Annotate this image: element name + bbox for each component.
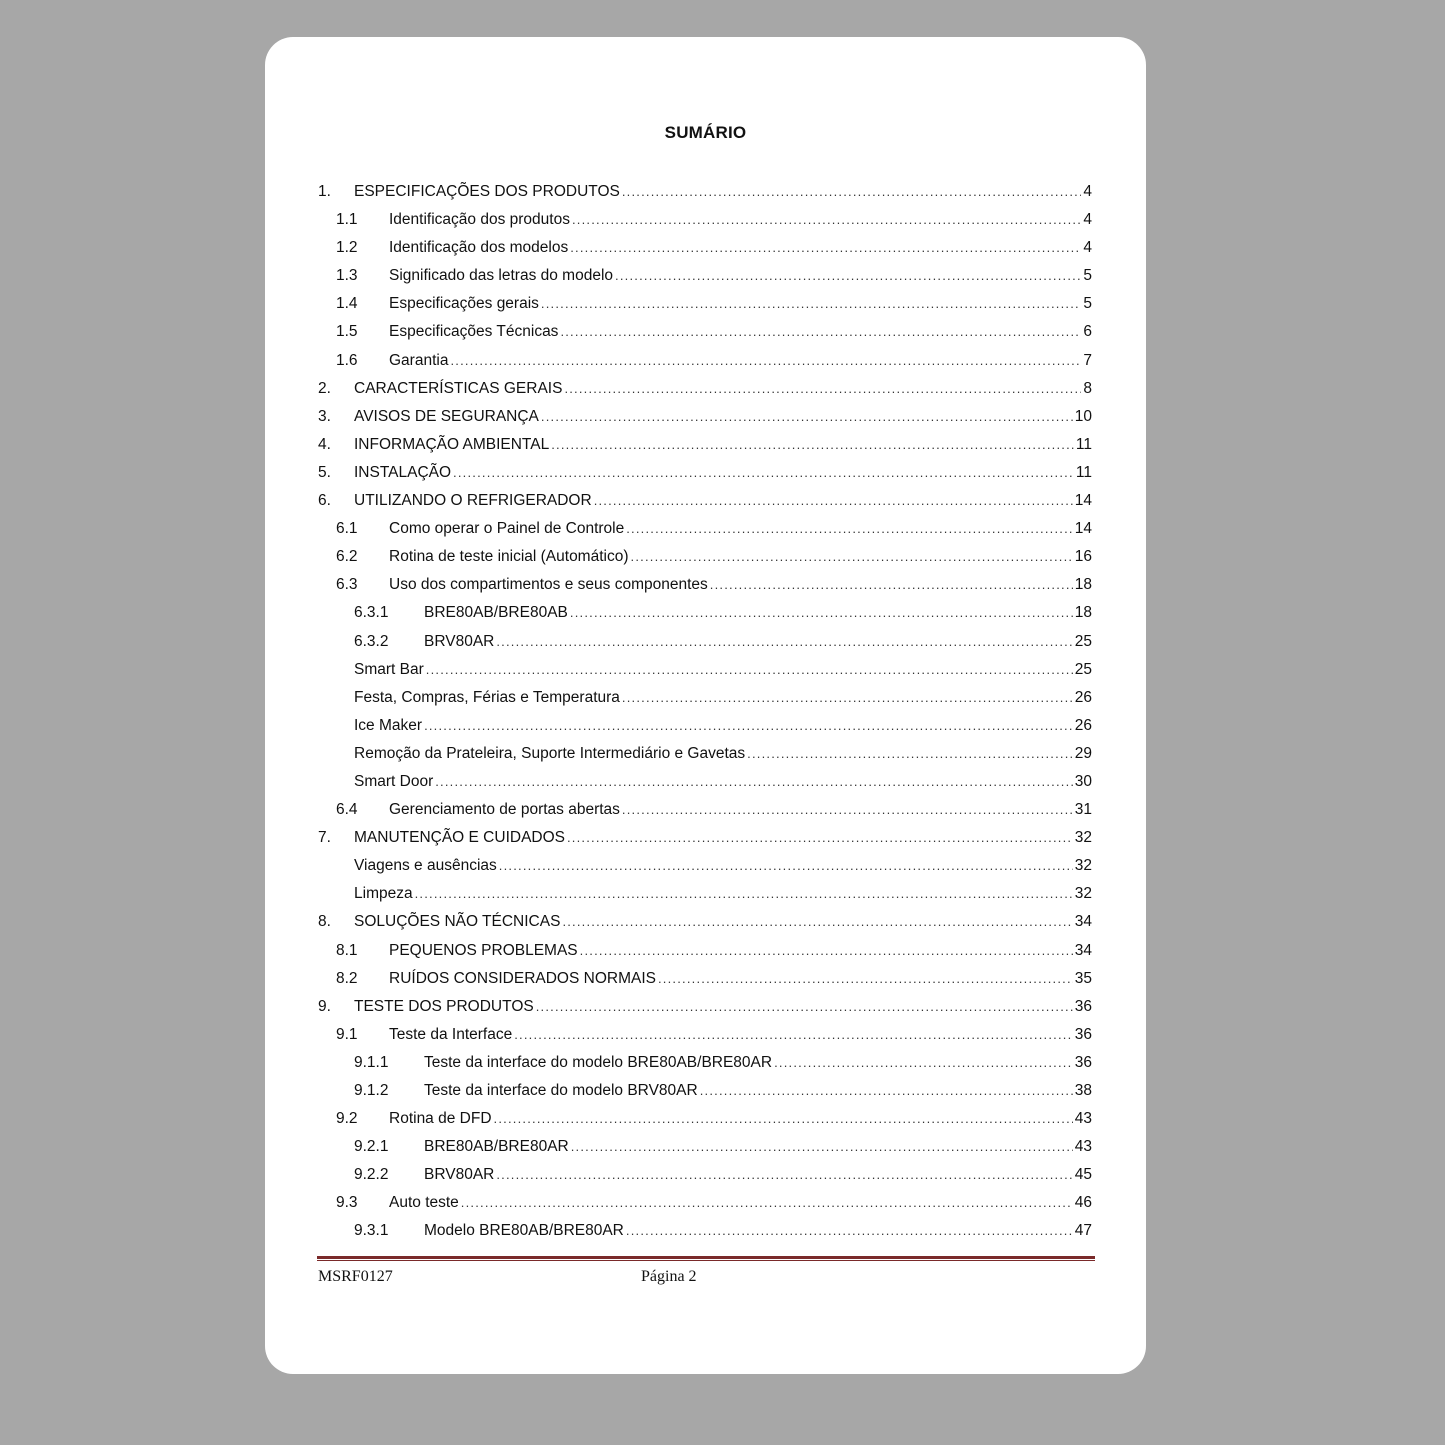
toc-entry[interactable]	[318, 177, 1092, 205]
toc-entry-page: 4	[1083, 239, 1092, 257]
toc-entry-line	[424, 1138, 1092, 1156]
toc-entry-line	[389, 239, 1092, 257]
table-of-contents	[318, 177, 1092, 1245]
toc-dot-leader	[450, 353, 1081, 368]
toc-entry-title: BRE80AB/BRE80AR	[424, 1138, 569, 1156]
toc-entry-line	[424, 1054, 1092, 1072]
toc-entry[interactable]	[318, 261, 1092, 289]
toc-entry-page: 8	[1083, 379, 1092, 397]
toc-entry-page: 25	[1074, 632, 1092, 650]
toc-entry-number: 5.	[318, 463, 331, 481]
toc-dot-leader	[570, 605, 1073, 620]
toc-entry-number: 1.2	[336, 239, 358, 257]
toc-entry-title: Teste da interface do modelo BRE80AB/BRE80AR	[424, 1053, 773, 1071]
toc-dot-leader	[570, 240, 1081, 255]
toc-dot-leader	[424, 718, 1073, 733]
toc-dot-leader	[710, 577, 1073, 592]
toc-dot-leader	[571, 1139, 1073, 1154]
toc-entry-line	[389, 576, 1092, 594]
toc-entry-line	[424, 633, 1092, 651]
toc-entry-title: Limpeza	[354, 885, 413, 903]
toc-entry-line	[354, 492, 1092, 510]
toc-dot-leader	[494, 1111, 1073, 1126]
toc-entry-title: Rotina de DFD	[389, 1110, 492, 1128]
toc-entry-line	[389, 267, 1092, 285]
toc-entry-number: 6.	[318, 492, 331, 510]
toc-entry-title: Rotina de teste inicial (Automático)	[389, 548, 629, 566]
toc-entry-title: Como operar o Painel de Controle	[389, 520, 625, 538]
toc-entry-number: 1.5	[336, 323, 358, 341]
toc-entry[interactable]	[318, 1048, 1092, 1076]
toc-entry-number: 9.1.2	[354, 1082, 389, 1099]
toc-dot-leader	[622, 690, 1073, 705]
toc-entry-line	[389, 295, 1092, 313]
footer-rule-thick	[317, 1256, 1095, 1259]
toc-entry-number: 1.6	[336, 351, 358, 369]
toc-entry-number: 6.4	[336, 801, 358, 819]
toc-entry-title: Identificação dos produtos	[389, 211, 570, 229]
toc-entry[interactable]	[318, 486, 1092, 514]
toc-entry[interactable]	[318, 1160, 1092, 1188]
toc-entry-title: RUÍDOS CONSIDERADOS NORMAIS	[389, 969, 656, 987]
toc-entry[interactable]	[318, 430, 1092, 458]
toc-dot-leader	[435, 774, 1073, 789]
toc-entry-line	[354, 857, 1092, 875]
toc-entry-page: 36	[1074, 1025, 1092, 1043]
toc-entry[interactable]	[318, 289, 1092, 317]
document-page	[265, 37, 1146, 1374]
toc-entry-number: 9.1	[336, 1025, 358, 1043]
toc-dot-leader	[774, 1055, 1073, 1070]
toc-entry[interactable]	[318, 655, 1092, 683]
toc-entry-line	[354, 661, 1092, 679]
toc-entry-page: 26	[1074, 688, 1092, 706]
toc-dot-leader	[461, 1195, 1073, 1210]
toc-entry-title: MANUTENÇÃO E CUIDADOS	[354, 829, 565, 847]
toc-entry-line	[389, 352, 1092, 370]
toc-dot-leader	[658, 971, 1073, 986]
toc-entry[interactable]	[318, 346, 1092, 374]
toc-entry[interactable]	[318, 823, 1092, 851]
toc-title: SUMÁRIO	[664, 123, 747, 142]
toc-entry-page: 18	[1074, 576, 1092, 594]
toc-entry-page: 10	[1074, 407, 1092, 425]
toc-entry-line	[389, 211, 1092, 229]
toc-entry-page: 32	[1074, 885, 1092, 903]
toc-entry-title: INFORMAÇÃO AMBIENTAL	[354, 435, 550, 453]
toc-entry-line	[424, 1166, 1092, 1184]
toc-entry-title: Especificações gerais	[389, 295, 539, 313]
toc-entry-page: 7	[1083, 351, 1092, 369]
toc-entry-number: 6.2	[336, 548, 358, 566]
toc-entry-line	[389, 323, 1092, 341]
toc-entry-page: 29	[1074, 744, 1092, 762]
toc-entry[interactable]	[318, 964, 1092, 992]
toc-entry[interactable]	[318, 851, 1092, 879]
toc-entry-title: BRE80AB/BRE80AB	[424, 604, 568, 622]
toc-entry[interactable]	[318, 936, 1092, 964]
toc-entry[interactable]	[318, 739, 1092, 767]
toc-entry-page: 6	[1083, 323, 1092, 341]
toc-entry[interactable]	[318, 542, 1092, 570]
toc-entry[interactable]	[318, 767, 1092, 795]
toc-entry-number: 4.	[318, 435, 331, 453]
toc-entry-title: Remoção da Prateleira, Suporte Intermediário e Gavetas	[354, 744, 746, 762]
toc-dot-leader	[541, 409, 1073, 424]
toc-entry-number: 9.3	[336, 1194, 358, 1212]
toc-dot-leader	[541, 296, 1081, 311]
toc-entry[interactable]	[318, 1104, 1092, 1132]
toc-entry[interactable]	[318, 1076, 1092, 1104]
toc-dot-leader	[560, 324, 1081, 339]
toc-dot-leader	[615, 268, 1081, 283]
toc-entry-page: 25	[1074, 660, 1092, 678]
toc-entry-page: 47	[1074, 1222, 1092, 1240]
toc-dot-leader	[499, 858, 1073, 873]
toc-entry-number: 9.2.1	[354, 1138, 389, 1156]
toc-entry-title: Especificações Técnicas	[389, 323, 559, 341]
toc-entry-page: 31	[1074, 801, 1092, 819]
toc-entry-page: 4	[1083, 183, 1092, 200]
toc-dot-leader	[562, 914, 1072, 929]
toc-entry[interactable]	[318, 458, 1092, 486]
toc-entry-number: 1.1	[336, 211, 358, 229]
toc-entry-line	[354, 829, 1092, 847]
toc-entry-page: 32	[1074, 857, 1092, 875]
toc-entry-title: INSTALAÇÃO	[354, 463, 452, 481]
toc-entry-title: Garantia	[389, 351, 449, 369]
toc-entry-title: Significado das letras do modelo	[389, 267, 614, 285]
toc-entry-line	[424, 604, 1092, 622]
toc-entry[interactable]	[318, 907, 1092, 935]
toc-entry-page: 14	[1074, 492, 1092, 510]
toc-entry-page: 4	[1083, 211, 1092, 229]
toc-dot-leader	[572, 212, 1081, 227]
toc-entry[interactable]	[318, 1188, 1092, 1216]
toc-dot-leader	[580, 943, 1073, 958]
toc-entry-title: Teste da Interface	[389, 1025, 513, 1043]
toc-entry-page: 14	[1074, 520, 1092, 538]
toc-entry-number: 8.	[318, 913, 331, 931]
toc-entry-title: Modelo BRE80AB/BRE80AR	[424, 1222, 624, 1240]
toc-entry-page: 11	[1075, 463, 1092, 481]
toc-entry[interactable]	[318, 879, 1092, 907]
toc-entry-title: TESTE DOS PRODUTOS	[354, 997, 534, 1015]
toc-entry[interactable]	[318, 1020, 1092, 1048]
toc-entry[interactable]	[318, 1132, 1092, 1160]
toc-entry-title: BRV80AR	[424, 632, 495, 650]
toc-dot-leader	[626, 521, 1073, 536]
toc-entry-line	[354, 717, 1092, 735]
toc-entry-line	[424, 1222, 1092, 1240]
toc-entry-title: UTILIZANDO O REFRIGERADOR	[354, 492, 592, 510]
toc-entry-number: 6.3	[336, 576, 358, 594]
toc-entry-line	[354, 773, 1092, 791]
toc-entry-number: 1.4	[336, 295, 358, 313]
toc-entry[interactable]	[318, 317, 1092, 345]
toc-entry[interactable]	[318, 711, 1092, 739]
toc-entry-title: Identificação dos modelos	[389, 239, 569, 257]
toc-dot-leader	[514, 1027, 1073, 1042]
toc-entry[interactable]	[318, 795, 1092, 823]
toc-dot-leader	[622, 802, 1073, 817]
toc-entry-page: 30	[1074, 772, 1092, 790]
toc-entry-title: Ice Maker	[354, 716, 423, 734]
toc-entry-line	[354, 913, 1092, 931]
toc-entry-number: 9.3.1	[354, 1222, 389, 1240]
toc-entry-page: 46	[1074, 1194, 1092, 1212]
toc-entry-line	[354, 464, 1092, 482]
toc-entry[interactable]	[318, 1216, 1092, 1244]
toc-dot-leader	[622, 184, 1082, 199]
toc-entry-title: SOLUÇÕES NÃO TÉCNICAS	[354, 913, 561, 931]
toc-entry-line	[354, 745, 1092, 763]
toc-dot-leader	[426, 662, 1073, 677]
toc-entry[interactable]	[318, 570, 1092, 598]
toc-entry-number: 9.	[318, 997, 331, 1015]
toc-entry-title: Teste da interface do modelo BRV80AR	[424, 1082, 698, 1099]
toc-entry-number: 6.3.1	[354, 604, 389, 622]
toc-entry-page: 34	[1074, 941, 1092, 959]
toc-entry[interactable]	[318, 374, 1092, 402]
toc-entry-line	[354, 183, 1092, 201]
toc-entry-title: Smart Door	[354, 772, 434, 790]
toc-entry-page: 11	[1075, 435, 1092, 453]
footer-rule	[317, 1256, 1095, 1263]
toc-entry-line	[389, 520, 1092, 538]
toc-entry-line	[354, 380, 1092, 398]
toc-entry-number: 9.1.1	[354, 1053, 389, 1071]
toc-dot-leader	[536, 999, 1073, 1014]
toc-entry-number: 9.2.2	[354, 1166, 389, 1184]
toc-entry-number: 3.	[318, 407, 331, 425]
toc-entry-number: 1.3	[336, 267, 358, 285]
toc-entry-line	[354, 689, 1092, 707]
toc-entry-page: 43	[1074, 1138, 1092, 1156]
toc-entry-title: Festa, Compras, Férias e Temperatura	[354, 688, 620, 706]
toc-entry-line	[389, 970, 1092, 988]
toc-dot-leader	[564, 381, 1081, 396]
toc-entry-number: 1.	[318, 183, 331, 200]
toc-entry[interactable]	[318, 598, 1092, 626]
toc-entry[interactable]	[318, 627, 1092, 655]
toc-entry-line	[389, 801, 1092, 819]
toc-entry-number: 6.3.2	[354, 632, 389, 650]
toc-dot-leader	[747, 746, 1073, 761]
toc-entry-page: 18	[1074, 604, 1092, 622]
toc-entry-line	[354, 998, 1092, 1016]
toc-entry-page: 26	[1074, 716, 1092, 734]
footer-page-label: Página 2	[641, 1268, 697, 1285]
toc-entry-number: 8.1	[336, 941, 358, 959]
toc-dot-leader	[631, 549, 1073, 564]
toc-dot-leader	[496, 634, 1072, 649]
toc-entry-line	[354, 408, 1092, 426]
toc-entry[interactable]	[318, 402, 1092, 430]
toc-entry-page: 36	[1074, 1053, 1092, 1071]
toc-entry-title: CARACTERÍSTICAS GERAIS	[354, 379, 563, 397]
toc-entry[interactable]	[318, 233, 1092, 261]
toc-dot-leader	[626, 1223, 1073, 1238]
toc-entry-title: Smart Bar	[354, 660, 424, 678]
toc-entry-page: 43	[1074, 1110, 1092, 1128]
toc-entry-number: 9.2	[336, 1110, 358, 1128]
toc-entry[interactable]	[318, 683, 1092, 711]
toc-entry-number: 8.2	[336, 969, 358, 987]
toc-dot-leader	[551, 437, 1074, 452]
toc-entry-line	[354, 436, 1092, 454]
toc-entry[interactable]	[318, 514, 1092, 542]
toc-entry-line	[389, 1110, 1092, 1128]
toc-entry-title: Auto teste	[389, 1194, 459, 1212]
toc-dot-leader	[700, 1083, 1073, 1098]
toc-entry-page: 32	[1074, 829, 1092, 847]
toc-entry-number: 2.	[318, 379, 331, 397]
toc-entry-page: 16	[1074, 548, 1092, 566]
toc-entry-page: 5	[1083, 295, 1092, 313]
toc-entry-page: 34	[1074, 913, 1092, 931]
toc-entry-page: 35	[1074, 969, 1092, 987]
toc-entry[interactable]	[318, 992, 1092, 1020]
toc-entry-line	[389, 1194, 1092, 1212]
toc-dot-leader	[415, 886, 1073, 901]
footer-rule-thin	[317, 1260, 1095, 1261]
toc-entry-number: 6.1	[336, 520, 358, 538]
toc-entry-title: PEQUENOS PROBLEMAS	[389, 941, 578, 959]
toc-entry-line	[389, 942, 1092, 960]
toc-entry-title: Viagens e ausências	[354, 857, 497, 875]
toc-entry-number: 7.	[318, 829, 331, 847]
toc-dot-leader	[496, 1167, 1072, 1182]
toc-entry-title: AVISOS DE SEGURANÇA	[354, 407, 539, 425]
toc-entry-line	[354, 885, 1092, 903]
toc-dot-leader	[594, 493, 1073, 508]
toc-entry-line	[424, 1082, 1092, 1100]
toc-entry-page: 36	[1074, 997, 1092, 1015]
toc-dot-leader	[453, 465, 1074, 480]
toc-entry-page: 5	[1083, 267, 1092, 285]
toc-entry[interactable]	[318, 205, 1092, 233]
toc-entry-page: 38	[1074, 1082, 1092, 1099]
toc-entry-line	[389, 1026, 1092, 1044]
toc-entry-title: BRV80AR	[424, 1166, 495, 1184]
footer-doc-code: MSRF0127	[318, 1268, 393, 1285]
toc-entry-title: ESPECIFICAÇÕES DOS PRODUTOS	[354, 183, 620, 200]
toc-dot-leader	[567, 830, 1073, 845]
toc-entry-title: Uso dos compartimentos e seus componentes	[389, 576, 708, 594]
toc-entry-page: 45	[1074, 1166, 1092, 1184]
toc-entry-title: Gerenciamento de portas abertas	[389, 801, 620, 819]
toc-entry-line	[389, 548, 1092, 566]
